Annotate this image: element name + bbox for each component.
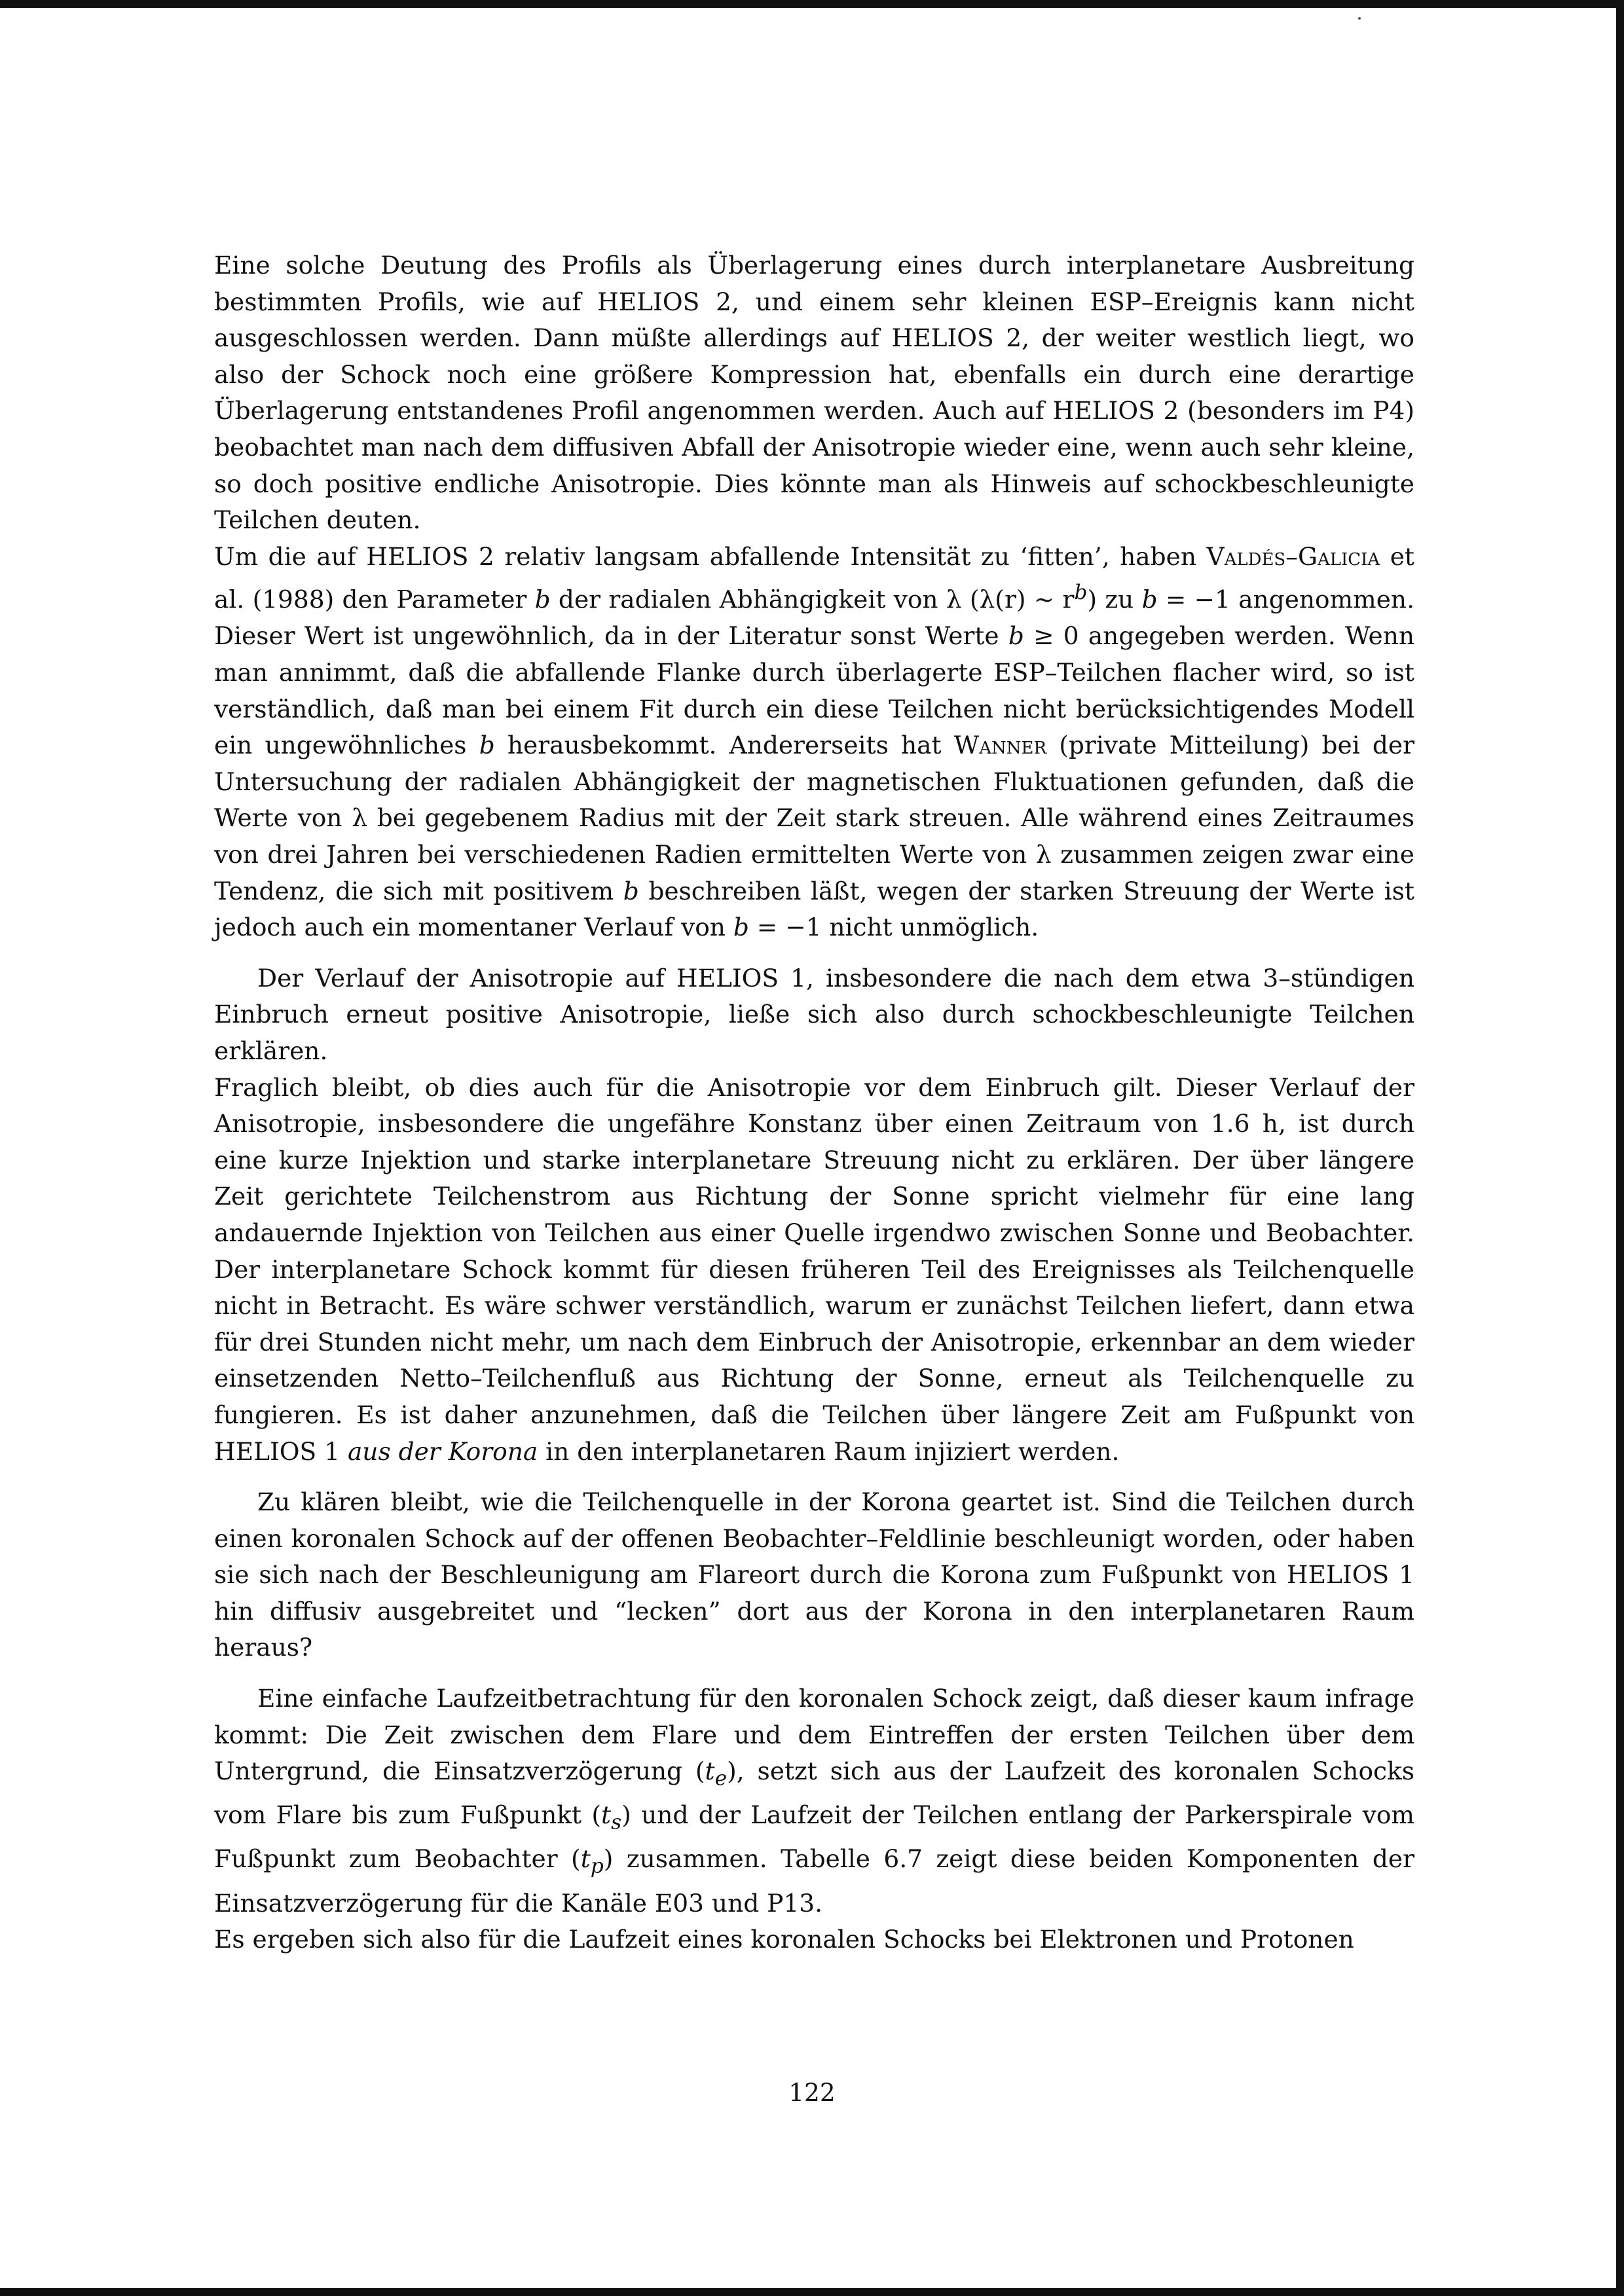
paragraph-2-text-c: der radialen Abhängigkeit von λ (λ(r) ∼ r [550,585,1075,614]
symbol-b: b [623,876,639,905]
paragraph-6-text-b: ), setzt sich aus der Laufzeit des koronalen Schocks vom Flare bis zum Fußpunkt ( [214,1757,1414,1830]
paragraph-3-text: Der Verlauf der Anisotropie auf HELIOS 1, insbesondere die nach dem etwa 3–stündigen Einbruch erneut positive Anisotropie, ließe sich also durch schockbeschleunigte Teilchen erklären. [214,963,1414,1065]
subscript-p: p [590,1854,604,1878]
paragraph-6-text-a: Eine einfache Laufzeitbetrachtung für den koronalen Schock zeigt, daß dieser kaum infrage kommt: Die Zeit zwischen dem Flare und dem Eintreffen der ersten Teilchen über dem Untergrund, die Einsatzverzögerung ( [214,1684,1414,1786]
page-number: 122 [788,2078,836,2107]
paragraph-5-text: Zu klären bleibt, wie die Teilchenquelle in der Korona geartet ist. Sind die Teilchen durch einen koronalen Schock auf der offenen Beobachter–Feldlinie beschleunigt worden, oder haben sie sich nach der Beschleunigung am Flareort durch die Korona zum Fußpunkt von HELIOS 1 hin diffusiv ausgebreitet und “lecken” dort aus der Korona in den interplanetaren Raum heraus? [214,1487,1414,1662]
paragraph-2-text-h: (private Mitteilung) bei der Untersuchung der radialen Abhängigkeit der magnetischen Fluktuationen gefunden, daß die Werte von λ bei gegebenem Radius mit der Zeit stark streuen. Alle während eines Zeitraumes von drei Jahren bei verschiedenen Radien ermittelten Werte von λ zusammen zeigen zwar eine Tendenz, die sich mit positivem [214,731,1415,905]
scan-speck [1358,17,1361,20]
symbol-b: b [733,913,749,942]
subscript-e: e [714,1766,728,1791]
symbol-b: b [1141,585,1158,614]
paragraph-1 [214,247,1414,539]
paragraph-6-text-c: ) und der Laufzeit der Teilchen entlang der Parkerspirale vom Fußpunkt zum Beobachter ( [214,1800,1414,1874]
paragraph-2-text-b: et al. (1988) den Parameter [214,541,1414,614]
symbol-b: b [1008,621,1024,651]
scan-border-bottom [0,2288,1624,2296]
symbol-b: b [534,585,551,614]
author-name-wanner: Wanner [953,731,1047,760]
paragraph-4-text-a: Fraglich bleibt, ob dies auch für die Anisotropie vor dem Einbruch gilt. Dieser Verlauf der Anisotropie, insbesondere die ungefähre Konstanz über einen Zeitraum von 1.6 h, ist durch eine kurze Injektion und starke interplanetare Streuung nicht zu erklären. Der über längere Zeit gerichtete Teilchenstrom aus Richtung der Sonne spricht vielmehr für eine lang andauernde Injektion von Teilchen aus einer Quelle irgendwo zwischen Sonne und Beobachter. Der interplanetare Schock kommt für diesen früheren Teil des Ereignisses als Teilchenquelle nicht in Betracht. Es wäre schwer verständlich, warum er zunächst Teilchen liefert, dann etwa für drei Stunden nicht mehr, um nach dem Einbruch der Anisotropie, erkennbar an dem wieder einsetzenden Netto–Teilchenfluß aus Richtung der Sonne, erneut als Teilchenquelle zu fungieren. Es ist daher anzunehmen, daß die Teilchen über längere Zeit am Fußpunkt von HELIOS 1 [214,1072,1414,1466]
paragraph-5 [214,1484,1414,1666]
subscript-s: s [611,1810,622,1834]
body-text [214,247,1414,1958]
paragraph-2-text-d: ) zu [1087,585,1142,614]
paragraph-2 [214,539,1414,946]
symbol-b: b [479,731,495,760]
symbol-t: t [580,1844,591,1874]
paragraph-3 [214,960,1414,1070]
paragraph-2-text-i: beschreiben läßt, wegen der starken Streuung der Werte ist jedoch auch ein momentaner Verlauf von [214,876,1414,942]
paragraph-6 [214,1681,1414,1922]
paragraph-7-text: Es ergeben sich also für die Laufzeit eines koronalen Schocks bei Elektronen und Protonen [214,1925,1354,1954]
paragraph-4 [214,1070,1414,1470]
paragraph-2-text-j: = −1 nicht unmöglich. [748,913,1039,942]
paragraph-2-text-g: herausbekommt. Andererseits hat [494,731,954,760]
paragraph-2-text-a: Um die auf HELIOS 2 relativ langsam abfallende Intensität zu ‘fitten’, haben [214,541,1207,571]
symbol-t: t [601,1800,612,1830]
scan-border-top [0,0,1624,8]
paragraph-6-text-d: ) zusammen. Tabelle 6.7 zeigt diese beiden Komponenten der Einsatzverzögerung für die Kanäle E03 und P13. [214,1844,1414,1918]
author-name-valdes-galicia: Valdés–Galicia [1206,541,1380,571]
paragraph-7 [214,1922,1414,1958]
paragraph-4-text-b: in den interplanetaren Raum injiziert werden. [538,1436,1120,1466]
symbol-t: t [705,1757,715,1786]
paragraph-2-text-f: ≥ 0 angegeben werden. Wenn man annimmt, daß die abfallende Flanke durch überlagerte ESP–Teilchen flacher wird, so ist verständlich, daß man bei einem Fit durch ein diese Teilchen nicht berücksichtigendes Modell ein ungewöhnliches [214,621,1414,760]
paragraph-1-text: Eine solche Deutung des Profils als Überlagerung eines durch interplanetare Ausbreitung bestimmten Profils, wie auf HELIOS 2, und einem sehr kleinen ESP–Ereignis kann nicht ausgeschlossen werden. Dann müßte allerdings auf HELIOS 2, der weiter westlich liegt, wo also der Schock noch eine größere Kompression hat, ebenfalls ein durch eine derartige Überlagerung entstandenes Profil angenommen werden. Auch auf HELIOS 2 (besonders im P4) beobachtet man nach dem diffusiven Abfall der Anisotropie wieder eine, wenn auch sehr kleine, so doch positive endliche Anisotropie. Dies könnte man als Hinweis auf schockbeschleunigte Teilchen deuten. [214,251,1414,535]
paragraph-2-text-e: = −1 angenommen. Dieser Wert ist ungewöhnlich, da in der Literatur sonst Werte [214,585,1415,651]
scan-border-right [1616,0,1624,2296]
superscript-b: b [1074,581,1088,605]
emphasis-aus-der-korona: aus der Korona [347,1436,538,1466]
